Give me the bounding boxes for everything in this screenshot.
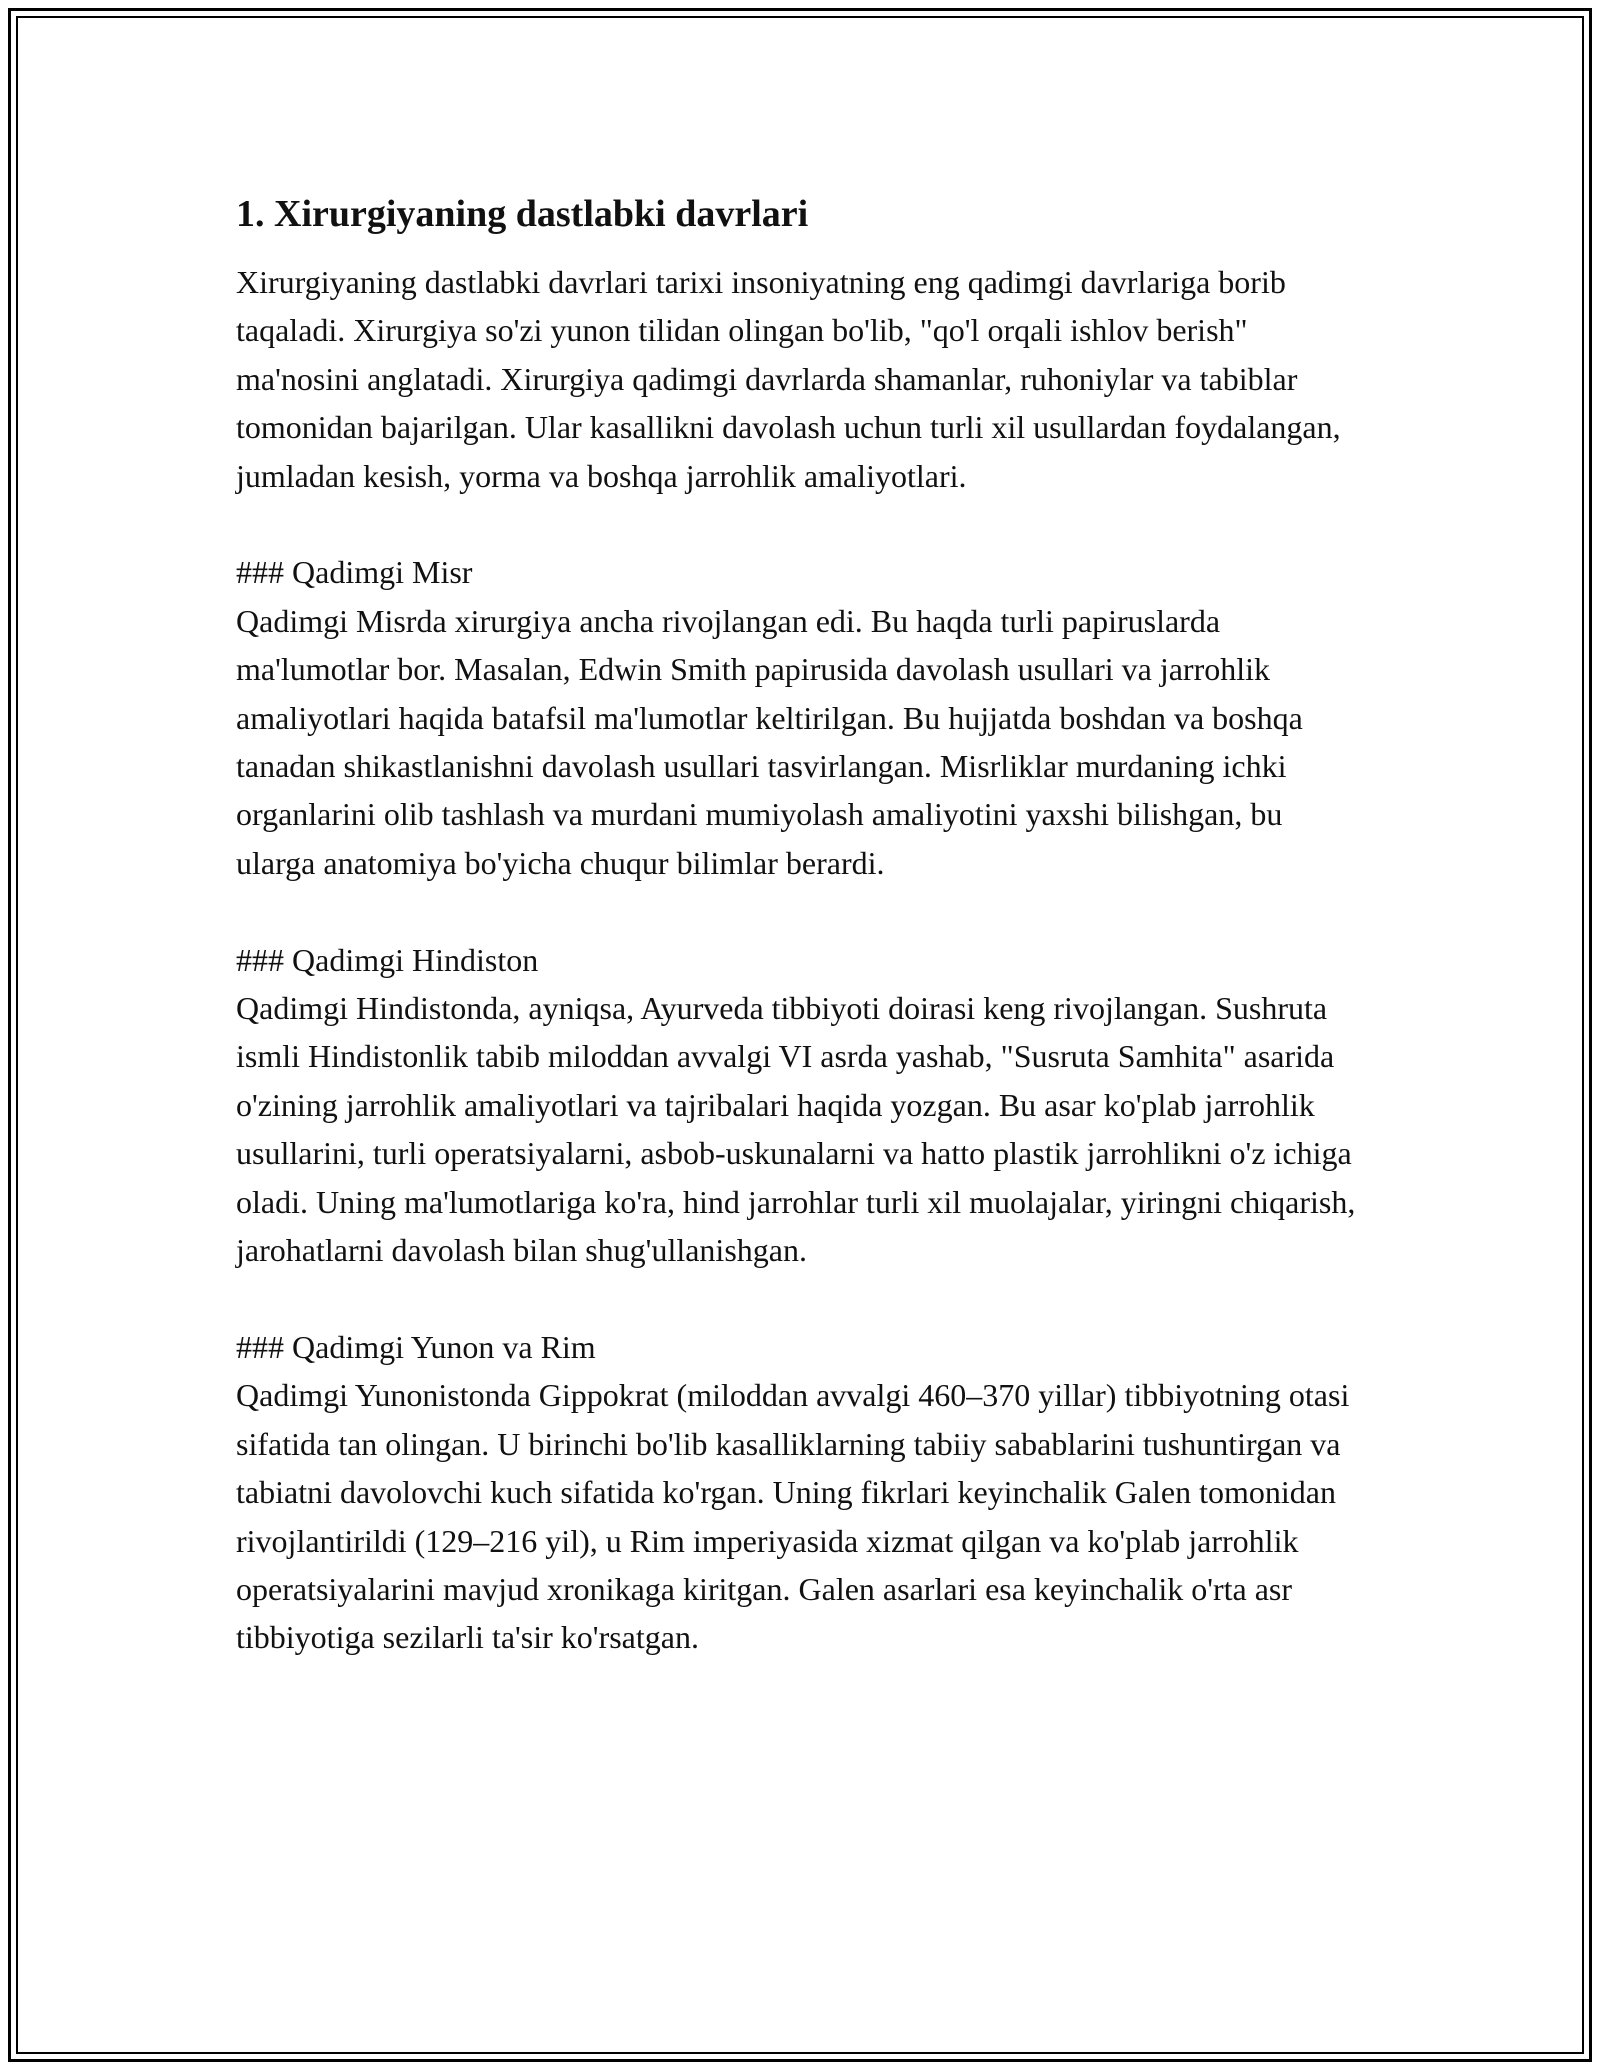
section-heading: ### Qadimgi Misr	[236, 554, 473, 591]
section-egypt	[236, 548, 1366, 887]
section-paragraph: Qadimgi Hindistonda, ayniqsa, Ayurveda tibbiyoti doirasi keng rivojlangan. Sushruta ismli Hindistonlik tabib miloddan avvalgi VI asrda yashab, "Susruta Samhita" asarida o'zining jarrohlik amaliyotlari va tajribalari haqida yozgan. Bu asar ko'plab jarrohlik usullarini, turli operatsiyalarni, asbob-uskunalarni va hatto plastik jarrohlikni o'z ichiga oladi. Uning ma'lumotlariga ko'ra, hind jarrohlar turli xil muolajalar, yiringni chiqarish, jarohatlarni davolash bilan shug'ullanishgan.	[236, 990, 1356, 1269]
document-body	[236, 186, 1366, 1662]
section-paragraph: Qadimgi Misrda xirurgiya ancha rivojlangan edi. Bu haqda turli papiruslarda ma'lumotlar bor. Masalan, Edwin Smith papirusida davolash usullari va jarrohlik amaliyotlari haqida batafsil ma'lumotlar keltirilgan. Bu hujjatda boshdan va boshqa tanadan shikastlanishni davolash usullari tasvirlangan. Misrliklar murdaning ichki organlarini olib tashlash va murdani mumiyolash amaliyotini yaxshi bilishgan, bu ularga anatomiya bo'yicha chuqur bilimlar berardi.	[236, 602, 1303, 881]
document-title: 1. Xirurgiyaning dastlabki davrlari	[236, 193, 809, 235]
section-greece-rome	[236, 1323, 1366, 1662]
section-india	[236, 936, 1366, 1275]
section-heading: ### Qadimgi Hindiston	[236, 941, 539, 978]
section-heading: ### Qadimgi Yunon va Rim	[236, 1328, 596, 1365]
section-paragraph: Qadimgi Yunonistonda Gippokrat (miloddan avvalgi 460–370 yillar) tibbiyotning otasi sifatida tan olingan. U birinchi bo'lib kasalliklarning tabiiy sabablarini tushuntirgan va tabiatni davolovchi kuch sifatida ko'rgan. Uning fikrlari keyinchalik Galen tomonidan rivojlantirildi (129–216 yil), u Rim imperiyasida xizmat qilgan va ko'plab jarrohlik operatsiyalarini mavjud xronikaga kiritgan. Galen asarlari esa keyinchalik o'rta asr tibbiyotiga sezilarli ta'sir ko'rsatgan.	[236, 1377, 1350, 1656]
intro-paragraph: Xirurgiyaning dastlabki davrlari tarixi insoniyatning eng qadimgi davrlariga borib taqaladi. Xirurgiya so'zi yunon tilidan olingan bo'lib, "qo'l orqali ishlov berish" ma'nosini anglatadi. Xirurgiya qadimgi davrlarda shamanlar, ruhoniylar va tabiblar tomonidan bajarilgan. Ular kasallikni davolash uchun turli xil usullardan foydalangan, jumladan kesish, yorma va boshqa jarrohlik amaliyotlari.	[236, 264, 1341, 494]
